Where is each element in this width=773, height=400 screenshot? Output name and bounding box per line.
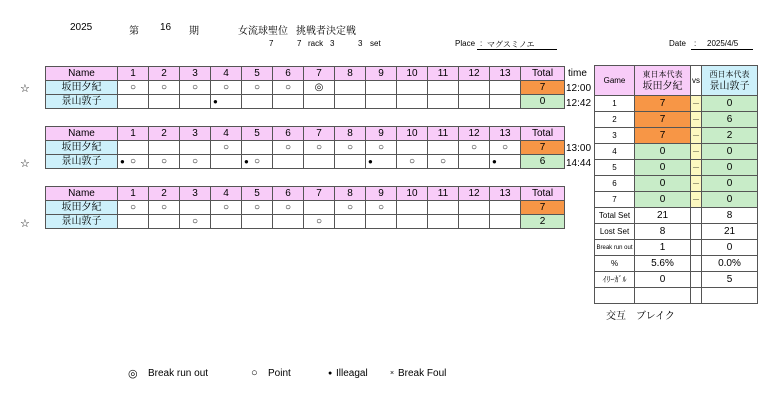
game-cell bbox=[428, 141, 459, 155]
west-game-score: 0 bbox=[702, 160, 758, 176]
column-header-game: 5 bbox=[242, 187, 273, 201]
west-stat-value: 21 bbox=[702, 224, 758, 240]
set-table-1 bbox=[45, 66, 565, 109]
column-header-game: 2 bbox=[149, 67, 180, 81]
player-row bbox=[46, 95, 565, 109]
column-header-game: 10 bbox=[397, 127, 428, 141]
set-table-2 bbox=[45, 126, 565, 169]
column-header-name: Name bbox=[46, 67, 118, 81]
east-game-score: 7 bbox=[635, 112, 691, 128]
point-mark: ○ bbox=[377, 141, 385, 153]
row-time: 12:42 bbox=[566, 98, 592, 109]
east-game-score: 0 bbox=[635, 160, 691, 176]
game-cell bbox=[118, 141, 149, 155]
west-header bbox=[702, 66, 758, 96]
east-player-name: 坂田夕紀 bbox=[642, 80, 683, 92]
game-cell bbox=[118, 95, 149, 109]
game-cell bbox=[242, 141, 273, 155]
illegal-mark: ● bbox=[368, 157, 373, 166]
point-mark: ○ bbox=[191, 81, 199, 93]
ki-label: 期 bbox=[189, 26, 199, 37]
point-mark: ○ bbox=[377, 201, 385, 213]
column-header-game: 6 bbox=[273, 67, 304, 81]
player-total: 6 bbox=[521, 155, 565, 169]
game-cell bbox=[397, 95, 428, 109]
column-header-name: Name bbox=[46, 127, 118, 141]
game-cell bbox=[242, 155, 273, 169]
west-game-score: 0 bbox=[702, 176, 758, 192]
player-row bbox=[46, 141, 565, 155]
score-game-row bbox=[595, 160, 758, 176]
column-header-game: 12 bbox=[459, 127, 490, 141]
game-cell bbox=[428, 155, 459, 169]
place-field bbox=[477, 38, 557, 50]
player-total: 0 bbox=[521, 95, 565, 109]
column-header-game: 7 bbox=[304, 127, 335, 141]
row-time: 14:44 bbox=[566, 158, 592, 169]
game-cell bbox=[118, 215, 149, 229]
game-cell bbox=[366, 215, 397, 229]
column-header-game: 12 bbox=[459, 67, 490, 81]
rack-label: rack bbox=[308, 39, 324, 48]
east-stat-value: 8 bbox=[635, 224, 691, 240]
point-mark: ○ bbox=[315, 215, 323, 227]
term-number: 16 bbox=[160, 22, 172, 33]
game-cell bbox=[149, 215, 180, 229]
game-cell bbox=[118, 155, 149, 169]
player-name: 景山敦子 bbox=[46, 215, 118, 229]
player-name: 坂田夕紀 bbox=[46, 81, 118, 95]
stat-label: Break run out bbox=[595, 240, 635, 256]
east-rep-label: 東日本代表 bbox=[642, 69, 683, 79]
column-header-game: 13 bbox=[490, 127, 521, 141]
game-label: Game bbox=[595, 66, 635, 96]
point-mark: ○ bbox=[253, 201, 261, 213]
game-cell bbox=[397, 201, 428, 215]
point-mark: ○ bbox=[129, 81, 137, 93]
score-stat-row bbox=[595, 272, 758, 288]
point-mark: ○ bbox=[222, 141, 230, 153]
game-cell bbox=[304, 95, 335, 109]
set-table-3 bbox=[45, 186, 565, 229]
game-cell bbox=[335, 141, 366, 155]
game-cell bbox=[459, 141, 490, 155]
game-cell bbox=[459, 215, 490, 229]
player-name: 景山敦子 bbox=[46, 95, 118, 109]
game-cell bbox=[366, 141, 397, 155]
table-header-row bbox=[46, 187, 565, 201]
dai-label: 第 bbox=[129, 26, 139, 37]
point-mark: ○ bbox=[315, 141, 323, 153]
legend-label: Break Foul bbox=[398, 368, 447, 379]
date-field bbox=[691, 38, 753, 50]
east-stat-value: 21 bbox=[635, 208, 691, 224]
score-stat-row bbox=[595, 224, 758, 240]
game-cell bbox=[459, 81, 490, 95]
score-stat-row bbox=[595, 288, 758, 304]
legend-symbol: ○ bbox=[251, 367, 258, 379]
game-cell bbox=[490, 215, 521, 229]
score-game-row bbox=[595, 128, 758, 144]
point-mark: ○ bbox=[191, 155, 199, 167]
game-cell bbox=[273, 95, 304, 109]
break-star-icon: ☆ bbox=[20, 83, 30, 95]
player-total: 2 bbox=[521, 215, 565, 229]
score-game-row bbox=[595, 176, 758, 192]
column-header-game: 11 bbox=[428, 127, 459, 141]
game-cell bbox=[335, 201, 366, 215]
legend-label: Point bbox=[268, 368, 291, 379]
column-header-game: 5 bbox=[242, 67, 273, 81]
legend-label: Illeagal bbox=[336, 368, 368, 379]
illegal-mark: ● bbox=[120, 157, 125, 166]
game-cell bbox=[366, 155, 397, 169]
column-header-game: 4 bbox=[211, 67, 242, 81]
point-mark: ○ bbox=[253, 155, 261, 167]
game-cell bbox=[366, 81, 397, 95]
point-mark: ○ bbox=[222, 201, 230, 213]
stat-label: % bbox=[595, 256, 635, 272]
game-number: 6 bbox=[595, 176, 635, 192]
break-mode-a: 交互 bbox=[606, 311, 626, 322]
game-cell bbox=[428, 201, 459, 215]
point-mark: ○ bbox=[191, 215, 199, 227]
score-game-row bbox=[595, 112, 758, 128]
game-cell bbox=[211, 95, 242, 109]
score-dash: － bbox=[691, 176, 702, 192]
score-game-row bbox=[595, 192, 758, 208]
point-mark: ○ bbox=[501, 141, 509, 153]
west-stat-value bbox=[702, 288, 758, 304]
player-name: 坂田夕紀 bbox=[46, 141, 118, 155]
break-mode-b: ブレイク bbox=[636, 311, 675, 322]
game-cell bbox=[490, 155, 521, 169]
score-stat-row bbox=[595, 208, 758, 224]
rack-c: 3 bbox=[330, 39, 335, 48]
game-cell bbox=[335, 95, 366, 109]
west-rep-label: 西日本代表 bbox=[709, 69, 750, 79]
east-game-score: 0 bbox=[635, 144, 691, 160]
west-stat-value: 0.0% bbox=[702, 256, 758, 272]
east-game-score: 0 bbox=[635, 176, 691, 192]
table-header-row bbox=[46, 67, 565, 81]
illegal-mark: ● bbox=[213, 97, 218, 106]
stat-spacer bbox=[691, 288, 702, 304]
point-mark: ◎ bbox=[314, 81, 324, 93]
score-header-row bbox=[595, 66, 758, 96]
event-title: 女流球聖位 bbox=[238, 26, 288, 37]
west-game-score: 0 bbox=[702, 192, 758, 208]
game-cell bbox=[180, 155, 211, 169]
game-cell bbox=[180, 141, 211, 155]
score-game-row bbox=[595, 96, 758, 112]
legend-symbol: × bbox=[390, 370, 395, 377]
game-cell bbox=[242, 201, 273, 215]
game-cell bbox=[242, 81, 273, 95]
game-cell bbox=[490, 201, 521, 215]
column-header-game: 9 bbox=[366, 67, 397, 81]
game-cell bbox=[490, 95, 521, 109]
west-game-score: 0 bbox=[702, 96, 758, 112]
game-cell bbox=[397, 215, 428, 229]
game-cell bbox=[459, 95, 490, 109]
column-header-name: Name bbox=[46, 187, 118, 201]
game-cell bbox=[304, 81, 335, 95]
game-cell bbox=[211, 155, 242, 169]
game-number: 1 bbox=[595, 96, 635, 112]
game-cell bbox=[149, 201, 180, 215]
point-mark: ○ bbox=[160, 155, 168, 167]
vs-label: vs bbox=[691, 66, 702, 96]
game-number: 2 bbox=[595, 112, 635, 128]
illegal-mark: ● bbox=[492, 157, 497, 166]
game-cell bbox=[397, 141, 428, 155]
game-cell bbox=[211, 81, 242, 95]
score-dash: － bbox=[691, 128, 702, 144]
column-header-game: 11 bbox=[428, 67, 459, 81]
stat-spacer bbox=[691, 224, 702, 240]
point-mark: ○ bbox=[222, 81, 230, 93]
player-total: 7 bbox=[521, 81, 565, 95]
game-cell bbox=[273, 215, 304, 229]
point-mark: ○ bbox=[346, 201, 354, 213]
column-header-game: 3 bbox=[180, 187, 211, 201]
place-colon: : bbox=[480, 39, 483, 48]
player-row bbox=[46, 201, 565, 215]
game-cell bbox=[490, 81, 521, 95]
stat-label bbox=[595, 288, 635, 304]
game-number: 7 bbox=[595, 192, 635, 208]
column-header-game: 1 bbox=[118, 67, 149, 81]
column-header-game: 8 bbox=[335, 67, 366, 81]
point-mark: ○ bbox=[284, 141, 292, 153]
player-name: 坂田夕紀 bbox=[46, 201, 118, 215]
column-header-game: 9 bbox=[366, 187, 397, 201]
column-header-game: 1 bbox=[118, 127, 149, 141]
set-number: 3 bbox=[358, 39, 363, 48]
rack-a: 7 bbox=[269, 39, 274, 48]
east-stat-value: 5.6% bbox=[635, 256, 691, 272]
west-game-score: 6 bbox=[702, 112, 758, 128]
game-number: 3 bbox=[595, 128, 635, 144]
break-star-icon: ☆ bbox=[20, 218, 30, 230]
west-stat-value: 8 bbox=[702, 208, 758, 224]
column-header-game: 9 bbox=[366, 127, 397, 141]
column-header-game: 8 bbox=[335, 187, 366, 201]
column-header-total: Total bbox=[521, 187, 565, 201]
east-stat-value bbox=[635, 288, 691, 304]
break-star-icon: ☆ bbox=[20, 158, 30, 170]
score-game-row bbox=[595, 144, 758, 160]
game-cell bbox=[149, 81, 180, 95]
column-header-game: 3 bbox=[180, 127, 211, 141]
west-stat-value: 0 bbox=[702, 240, 758, 256]
column-header-game: 1 bbox=[118, 187, 149, 201]
score-dash: － bbox=[691, 192, 702, 208]
player-row bbox=[46, 155, 565, 169]
column-header-game: 13 bbox=[490, 67, 521, 81]
game-cell bbox=[180, 81, 211, 95]
date-colon: : bbox=[694, 39, 697, 48]
west-game-score: 0 bbox=[702, 144, 758, 160]
score-dash: － bbox=[691, 112, 702, 128]
point-mark: ○ bbox=[253, 81, 261, 93]
player-row bbox=[46, 215, 565, 229]
player-total: 7 bbox=[521, 201, 565, 215]
stat-label: Total Set bbox=[595, 208, 635, 224]
point-mark: ○ bbox=[470, 141, 478, 153]
year: 2025 bbox=[70, 22, 93, 33]
player-row bbox=[46, 81, 565, 95]
column-header-game: 4 bbox=[211, 187, 242, 201]
west-player-name: 景山敦子 bbox=[709, 80, 750, 92]
score-dash: － bbox=[691, 96, 702, 112]
column-header-game: 7 bbox=[304, 187, 335, 201]
column-header-game: 3 bbox=[180, 67, 211, 81]
column-header-game: 7 bbox=[304, 67, 335, 81]
column-header-game: 6 bbox=[273, 127, 304, 141]
table-header-row bbox=[46, 127, 565, 141]
column-header-game: 10 bbox=[397, 67, 428, 81]
point-mark: ○ bbox=[129, 201, 137, 213]
game-cell bbox=[180, 201, 211, 215]
game-cell bbox=[428, 81, 459, 95]
legend-label: Break run out bbox=[148, 368, 209, 379]
east-game-score: 0 bbox=[635, 192, 691, 208]
game-cell bbox=[366, 201, 397, 215]
point-mark: ○ bbox=[346, 141, 354, 153]
legend-symbol: ● bbox=[328, 370, 333, 377]
point-mark: ○ bbox=[284, 201, 292, 213]
point-mark: ○ bbox=[408, 155, 416, 167]
game-cell bbox=[428, 215, 459, 229]
game-cell bbox=[304, 215, 335, 229]
stat-label: Lost Set bbox=[595, 224, 635, 240]
game-cell bbox=[118, 201, 149, 215]
stat-spacer bbox=[691, 256, 702, 272]
place-label: Place bbox=[455, 39, 476, 48]
score-stat-row bbox=[595, 240, 758, 256]
stat-spacer bbox=[691, 208, 702, 224]
column-header-game: 10 bbox=[397, 187, 428, 201]
point-mark: ○ bbox=[284, 81, 292, 93]
east-game-score: 7 bbox=[635, 128, 691, 144]
game-cell bbox=[273, 81, 304, 95]
game-cell bbox=[366, 95, 397, 109]
column-header-game: 13 bbox=[490, 187, 521, 201]
east-game-score: 7 bbox=[635, 96, 691, 112]
game-cell bbox=[335, 215, 366, 229]
column-header-game: 11 bbox=[428, 187, 459, 201]
point-mark: ○ bbox=[439, 155, 447, 167]
date-value: 2025/4/5 bbox=[707, 39, 739, 48]
row-time: 12:00 bbox=[566, 83, 592, 94]
column-header-total: Total bbox=[521, 67, 565, 81]
illegal-mark: ● bbox=[244, 157, 249, 166]
score-stat-row bbox=[595, 256, 758, 272]
column-header-game: 4 bbox=[211, 127, 242, 141]
column-header-game: 6 bbox=[273, 187, 304, 201]
game-cell bbox=[459, 201, 490, 215]
stat-spacer bbox=[691, 240, 702, 256]
column-header-total: Total bbox=[521, 127, 565, 141]
column-header-game: 2 bbox=[149, 127, 180, 141]
point-mark: ○ bbox=[160, 81, 168, 93]
stat-label: ｲﾘｰｶﾞﾙ bbox=[595, 272, 635, 288]
player-name: 景山敦子 bbox=[46, 155, 118, 169]
east-header bbox=[635, 66, 691, 96]
game-cell bbox=[428, 95, 459, 109]
game-cell bbox=[242, 215, 273, 229]
game-cell bbox=[149, 95, 180, 109]
score-summary-table bbox=[594, 65, 758, 304]
game-number: 4 bbox=[595, 144, 635, 160]
game-cell bbox=[242, 95, 273, 109]
row-time: 13:00 bbox=[566, 143, 592, 154]
place-value: マグスミノエ bbox=[487, 40, 535, 49]
game-number: 5 bbox=[595, 160, 635, 176]
legend-symbol: ◎ bbox=[128, 368, 138, 380]
west-stat-value: 5 bbox=[702, 272, 758, 288]
game-cell bbox=[273, 155, 304, 169]
game-cell bbox=[180, 95, 211, 109]
game-cell bbox=[304, 141, 335, 155]
column-header-game: 2 bbox=[149, 187, 180, 201]
game-cell bbox=[211, 215, 242, 229]
game-cell bbox=[459, 155, 490, 169]
column-header-game: 5 bbox=[242, 127, 273, 141]
game-cell bbox=[304, 155, 335, 169]
player-total: 7 bbox=[521, 141, 565, 155]
game-cell bbox=[397, 155, 428, 169]
game-cell bbox=[211, 141, 242, 155]
game-cell bbox=[397, 81, 428, 95]
game-cell bbox=[335, 155, 366, 169]
game-cell bbox=[149, 155, 180, 169]
event-subtitle: 挑戦者決定戦 bbox=[296, 26, 356, 37]
east-stat-value: 0 bbox=[635, 272, 691, 288]
set-label: set bbox=[370, 39, 381, 48]
point-mark: ○ bbox=[160, 201, 168, 213]
game-cell bbox=[118, 81, 149, 95]
game-cell bbox=[273, 141, 304, 155]
game-cell bbox=[180, 215, 211, 229]
stat-spacer bbox=[691, 272, 702, 288]
score-dash: － bbox=[691, 144, 702, 160]
date-label: Date bbox=[669, 39, 686, 48]
column-header-game: 12 bbox=[459, 187, 490, 201]
game-cell bbox=[304, 201, 335, 215]
time-column-header: time bbox=[568, 68, 587, 79]
game-cell bbox=[335, 81, 366, 95]
rack-b: 7 bbox=[297, 39, 302, 48]
game-cell bbox=[490, 141, 521, 155]
game-cell bbox=[149, 141, 180, 155]
west-game-score: 2 bbox=[702, 128, 758, 144]
column-header-game: 8 bbox=[335, 127, 366, 141]
game-cell bbox=[211, 201, 242, 215]
east-stat-value: 1 bbox=[635, 240, 691, 256]
point-mark: ○ bbox=[129, 155, 137, 167]
score-dash: － bbox=[691, 160, 702, 176]
game-cell bbox=[273, 201, 304, 215]
